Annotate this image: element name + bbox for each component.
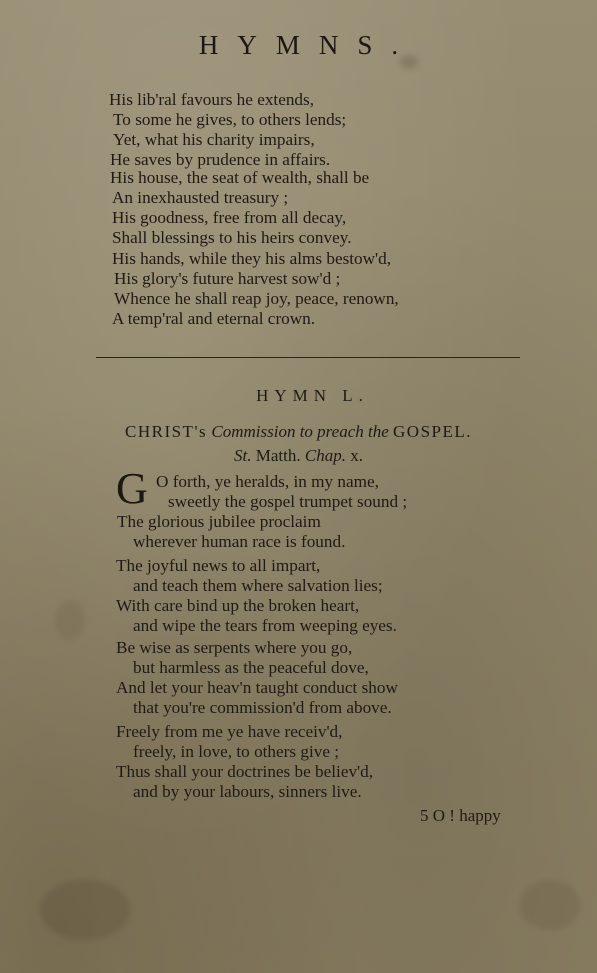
verse-line: Whence he shall reap joy, peace, renown,: [114, 289, 399, 308]
stanza: [0, 722, 597, 802]
verse-line: His glory's future harvest sow'd ;: [114, 269, 341, 288]
verse-line: The joyful news to all impart,: [116, 556, 321, 575]
catchword: 5 O ! happy: [420, 806, 501, 825]
scripture-reference: [0, 446, 597, 466]
verse-line: wherever human race is found.: [133, 532, 346, 551]
verse-line: Be wise as serpents where you go,: [116, 638, 353, 657]
running-head: HYMNS.: [198, 30, 418, 60]
section-divider: [96, 357, 520, 358]
verse-line: The glorious jubilee proclaim: [117, 512, 321, 531]
stanza: [0, 168, 597, 248]
verse-line: but harmless as the peaceful dove,: [133, 658, 369, 677]
verse-line: sweetly the gospel trumpet sound ;: [168, 492, 408, 511]
verse-line: With care bind up the broken heart,: [116, 596, 360, 615]
verse-line: He saves by prudence in affairs.: [110, 150, 331, 169]
water-stain: [520, 880, 580, 930]
hymn-title-prefix: CHRIST's: [124, 422, 208, 441]
hymn-title-italic: Commission to preach the: [211, 422, 389, 441]
verse-line: freely, in love, to others give ;: [133, 742, 340, 761]
reference-num: x.: [350, 446, 363, 465]
stanza: [0, 249, 597, 329]
water-stain: [40, 880, 130, 940]
hymn-title: [0, 422, 597, 442]
verse-line: His lib'ral favours he extends,: [109, 90, 314, 109]
reference-book: Matth.: [255, 446, 301, 465]
verse-line: Shall blessings to his heirs convey.: [112, 228, 352, 247]
verse-line: His hands, while they his alms bestow'd,: [112, 249, 392, 268]
verse-line: Freely from me ye have receiv'd,: [116, 722, 343, 741]
hymn-number: HYMN L.: [256, 386, 369, 405]
stanza: [0, 90, 597, 170]
hymn-title-suffix: GOSPEL.: [393, 422, 472, 441]
verse-line: and by your labours, sinners live.: [133, 782, 362, 801]
verse-line: A temp'ral and eternal crown.: [112, 309, 316, 328]
verse-line: and wipe the tears from weeping eyes.: [133, 616, 397, 635]
verse-line: His house, the seat of wealth, shall be: [110, 168, 370, 187]
stanza: [0, 556, 597, 636]
verse-line: O forth, ye heralds, in my name,: [156, 472, 379, 491]
reference-chap: Chap.: [304, 446, 346, 465]
drop-cap: G: [116, 464, 148, 513]
verse-line: Thus shall your doctrines be believ'd,: [116, 762, 374, 781]
reference-prefix: St.: [234, 446, 252, 465]
verse-line: Yet, what his charity impairs,: [113, 130, 315, 149]
verse-line: An inexhausted treasury ;: [112, 188, 289, 207]
stanza: [0, 638, 597, 718]
verse-line: and teach them where salvation lies;: [133, 576, 383, 595]
verse-line: His goodness, free from all decay,: [112, 208, 347, 227]
verse-line: that you're commission'd from above.: [133, 698, 392, 717]
stanza: [0, 472, 597, 552]
verse-line: And let your heav'n taught conduct show: [116, 678, 398, 697]
verse-line: To some he gives, to others lends;: [113, 110, 347, 129]
